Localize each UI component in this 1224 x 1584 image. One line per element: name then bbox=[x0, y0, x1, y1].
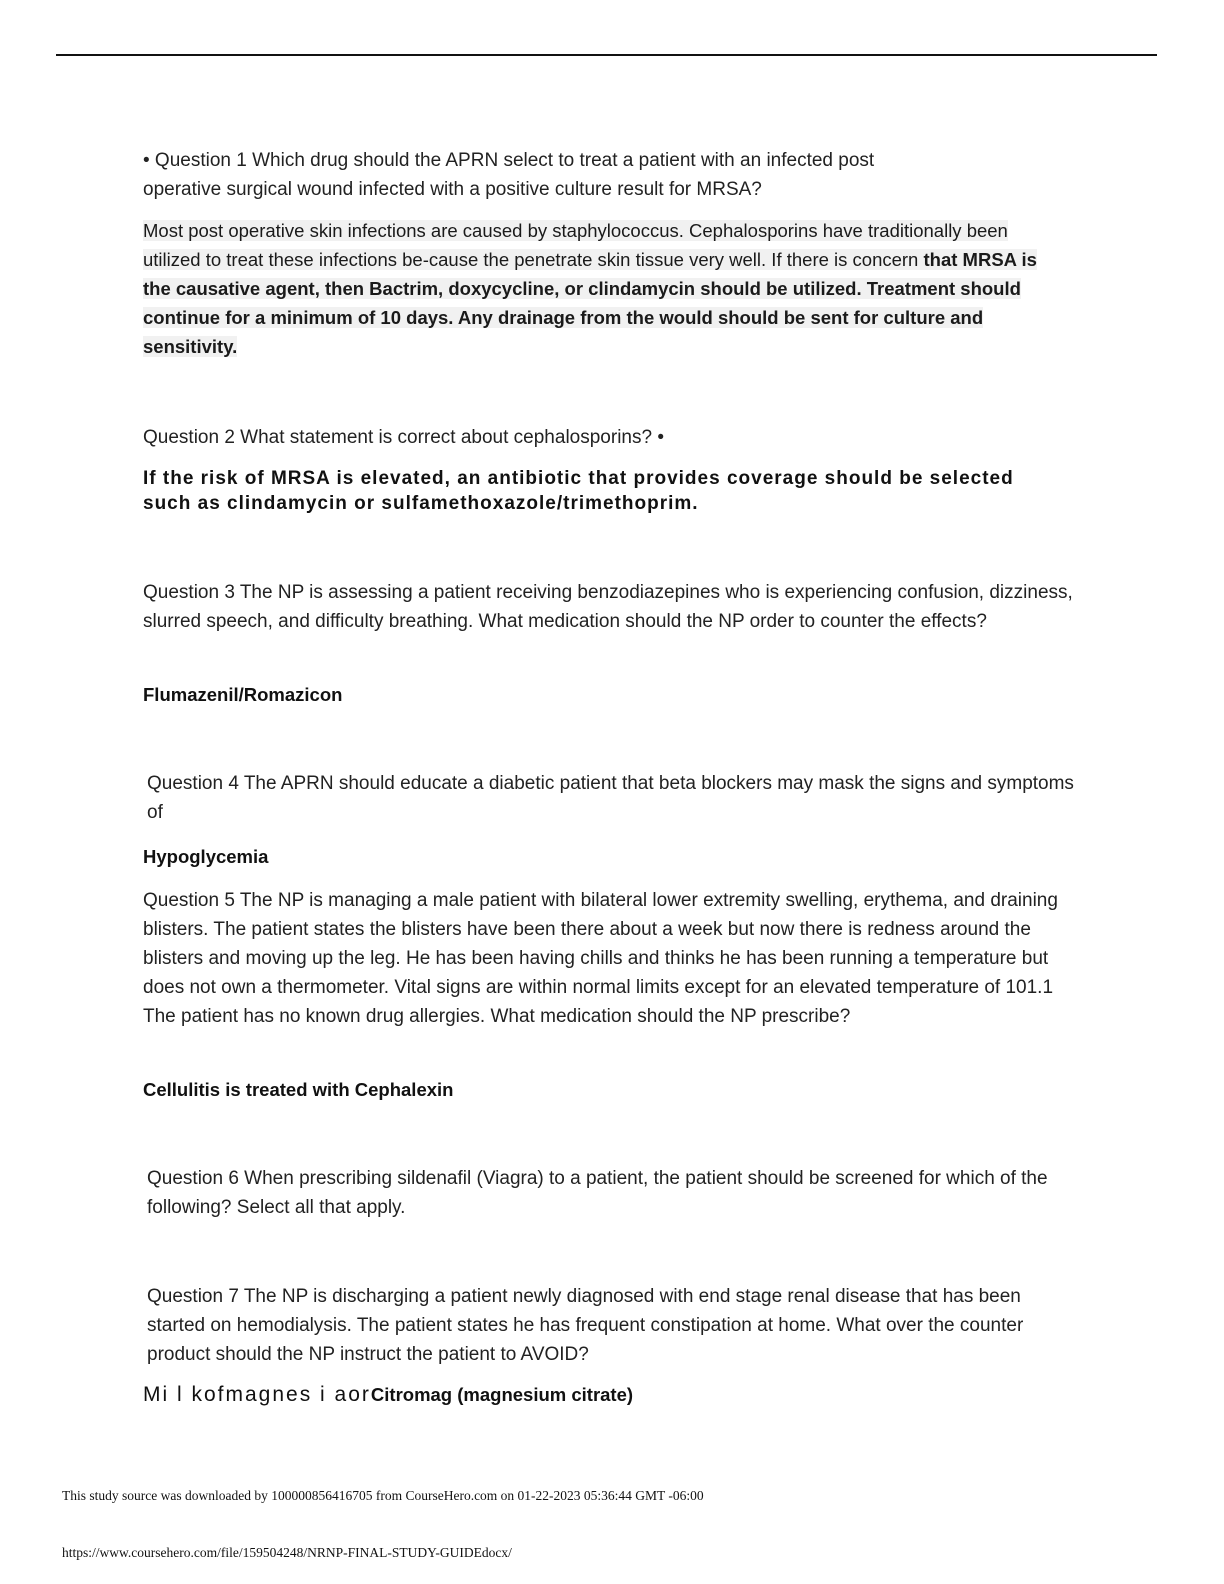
answer-4: Hypoglycemia bbox=[143, 846, 269, 867]
answer-7 bbox=[143, 1383, 633, 1407]
question-2: Question 2 What statement is correct about cephalosporins? • bbox=[143, 427, 664, 448]
answer-7-spaced: Mi l kofmagnes i aor bbox=[143, 1383, 371, 1406]
top-rule bbox=[56, 54, 1157, 56]
source-url[interactable]: https://www.coursehero.com/file/159504248/NRNP-FINAL-STUDY-GUIDEdocx/ bbox=[62, 1545, 512, 1560]
question-6: Question 6 When prescribing sildenafil (Viagra) to a patient, the patient should be screened for which of the following? Select all that apply. bbox=[147, 1168, 1048, 1218]
source-line: This study source was downloaded by 100000856416705 from CourseHero.com on 01-22-2023 05:36:44 GMT -06:00 bbox=[62, 1488, 704, 1503]
answer-3: Flumazenil/Romazicon bbox=[143, 684, 343, 705]
answer-1-plain: Most post operative skin infections are caused by staphylococcus. Cephalosporins have traditionally been utilized to treat these infections be-cause the penetrate skin tissue very well. If there is concern bbox=[143, 220, 1008, 270]
question-5: Question 5 The NP is managing a male patient with bilateral lower extremity swelling, erythema, and draining blisters. The patient states the blisters have been there about a week but now there is redness around the blisters and moving up the leg. He has been having chills and thinks he has been running a temperature but does not own a thermometer. Vital signs are within normal limits except for an elevated temperature of 101.1 The patient has no known drug allergies. What medication should the NP prescribe? bbox=[143, 890, 1058, 1027]
answer-7-bold: Citromag (magnesium citrate) bbox=[370, 1384, 634, 1405]
question-4: Question 4 The APRN should educate a diabetic patient that beta blockers may mask the signs and symptoms of bbox=[147, 773, 1074, 823]
question-7: Question 7 The NP is discharging a patient newly diagnosed with end stage renal disease that has been started on hemodialysis. The patient states he has frequent constipation at home. What over the counter product should the NP instruct the patient to AVOID? bbox=[147, 1286, 1024, 1365]
question-1: • Question 1 Which drug should the APRN select to treat a patient with an infected post operative surgical wound infected with a positive culture result for MRSA? bbox=[143, 150, 875, 200]
answer-1 bbox=[143, 216, 1068, 361]
question-3: Question 3 The NP is assessing a patient receiving benzodiazepines who is experiencing confusion, dizziness, slurred speech, and difficulty breathing. What medication should the NP order to counter the effects? bbox=[143, 582, 1073, 632]
answer-1-bold: that MRSA is the causative agent, then Bactrim, doxycycline, or clindamycin should be utilized. Treatment should continue for a minimum of 10 days. Any drainage from the would should be sent for culture and sensitivity. bbox=[143, 249, 1037, 357]
answer-5: Cellulitis is treated with Cephalexin bbox=[143, 1079, 454, 1100]
answer-2: If the risk of MRSA is elevated, an antibiotic that provides coverage should be selected such as clindamycin or sulfamethoxazole/trimethoprim. bbox=[143, 468, 1014, 514]
